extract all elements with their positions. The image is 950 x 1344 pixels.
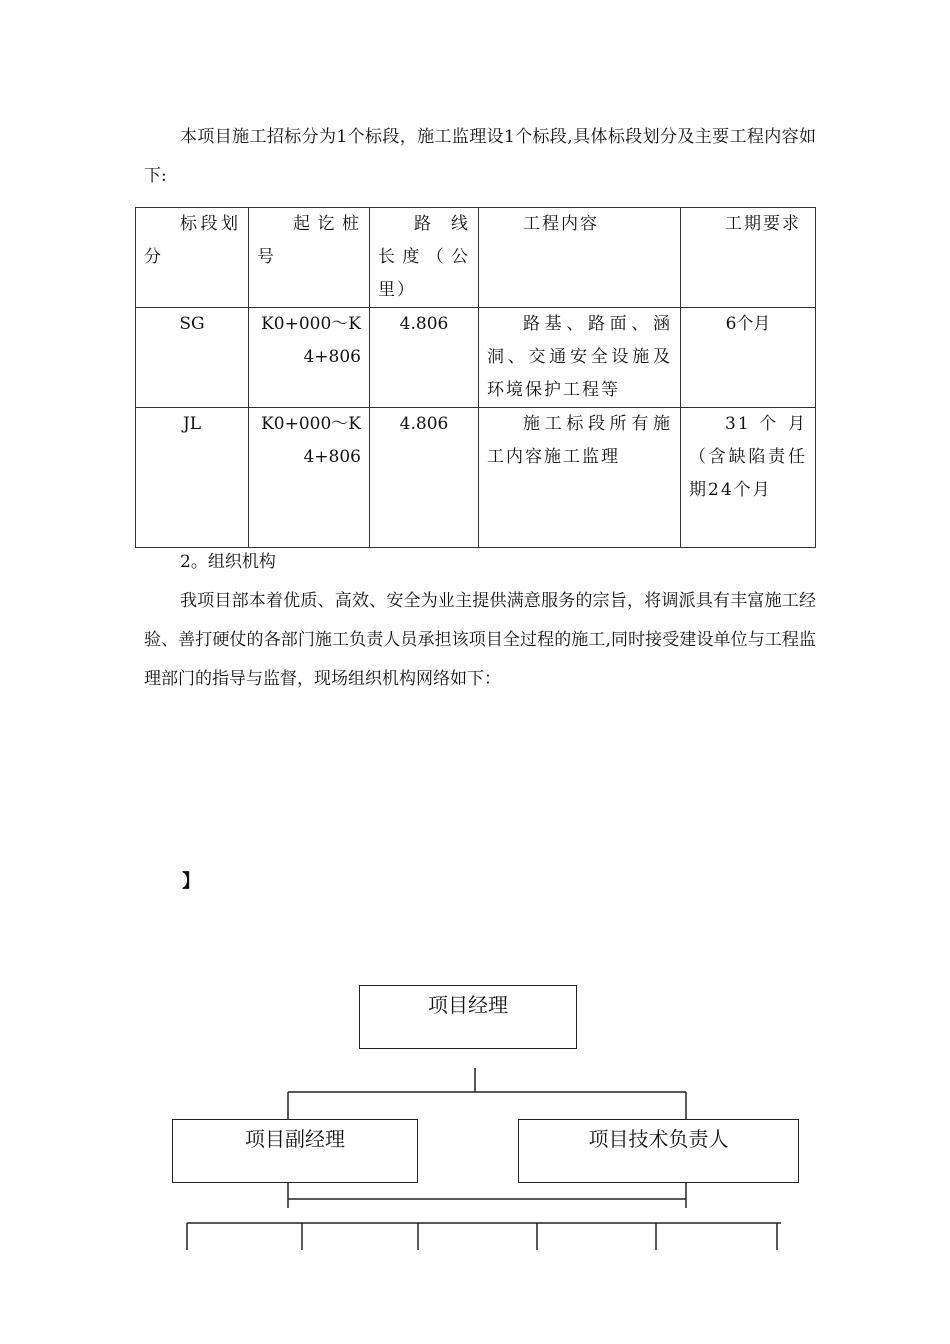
cell-content: 路基、路面、涵洞、交通安全设施及环境保护工程等 bbox=[479, 308, 681, 408]
stray-bracket-mark: 】 bbox=[182, 871, 200, 892]
cell-section: SG bbox=[136, 308, 249, 408]
cell-length: 4.806 bbox=[370, 408, 479, 548]
cell-period: 31 个 月（含缺陷责任期24个月 bbox=[681, 408, 816, 548]
section-heading: 2。组织机构 bbox=[180, 552, 276, 572]
cell-content: 施工标段所有施工内容施工监理 bbox=[479, 408, 681, 548]
table-row bbox=[136, 408, 816, 548]
cell-period: 6个月 bbox=[681, 308, 816, 408]
cell-length: 4.806 bbox=[370, 308, 479, 408]
cell-stake: K0+000～K4+806 bbox=[249, 408, 370, 548]
header-section: 标段划分 bbox=[136, 208, 249, 308]
section-table bbox=[135, 207, 816, 548]
org-box-deputy-manager: 项目副经理 bbox=[172, 1119, 418, 1183]
org-box-project-manager: 项目经理 bbox=[359, 985, 577, 1049]
header-stake: 起讫桩号 bbox=[249, 208, 370, 308]
table-header-row bbox=[136, 208, 816, 308]
org-box-technical-lead: 项目技术负责人 bbox=[518, 1119, 799, 1183]
org-paragraph: 我项目部本着优质、高效、安全为业主提供满意服务的宗旨，将调派具有丰富施工经验、善打硬仗的各部门施工负责人员承担该项目全过程的施工,同时接受建设单位与工程监理部门的指导与监督，现场组织机构网络如下： bbox=[144, 591, 816, 689]
table-row bbox=[136, 308, 816, 408]
intro-paragraph: 本项目施工招标分为1个标段，施工监理设1个标段,具体标段划分及主要工程内容如下: bbox=[144, 127, 816, 186]
header-length: 路线长度（公里） bbox=[370, 208, 479, 308]
cell-section: JL bbox=[136, 408, 249, 548]
cell-stake: K0+000～K4+806 bbox=[249, 308, 370, 408]
header-content: 工程内容 bbox=[479, 208, 681, 308]
header-period: 工期要求 bbox=[681, 208, 816, 308]
